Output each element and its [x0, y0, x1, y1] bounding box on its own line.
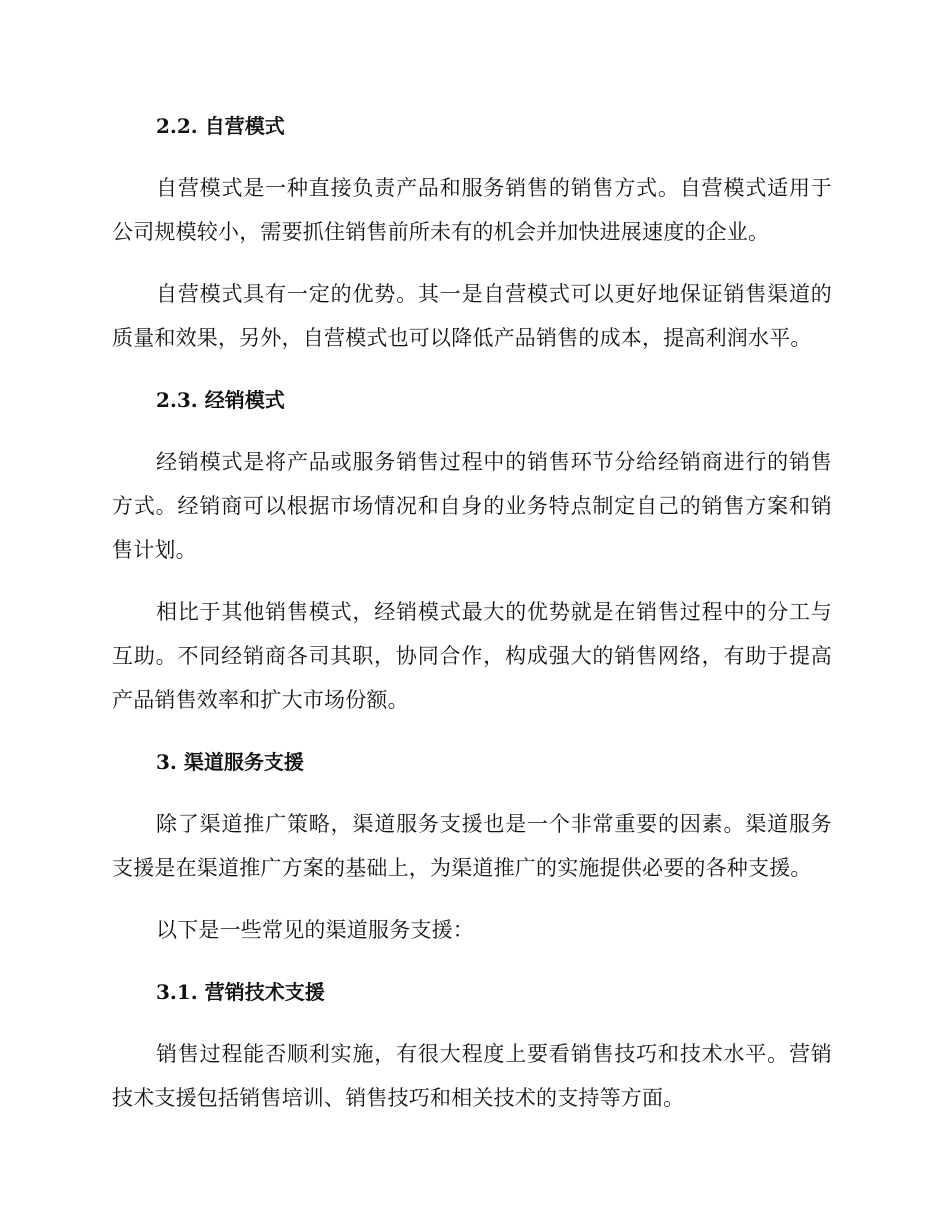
paragraph: 自营模式具有一定的优势。其一是自营模式可以更好地保证销售渠道的质量和效果，另外，自营模式也可以降低产品销售的成本，提高利润水平。	[112, 282, 832, 350]
paragraph: 经销模式是将产品或服务销售过程中的销售环节分给经销商进行的销售方式。经销商可以根据市场情况和自身的业务特点制定自己的销售方案和销售计划。	[112, 450, 832, 562]
section-heading-3: 3. 渠道服务支援	[156, 750, 304, 774]
section-heading-3-1: 3.1. 营销技术支援	[156, 980, 325, 1004]
document-page	[112, 104, 832, 1138]
section-heading-2-3: 2.3. 经销模式	[156, 388, 285, 412]
paragraph: 除了渠道推广策略，渠道服务支援也是一个非常重要的因素。渠道服务支援是在渠道推广方案的基础上，为渠道推广的实施提供必要的各种支援。	[112, 812, 832, 880]
paragraph: 以下是一些常见的渠道服务支援：	[156, 918, 474, 942]
paragraph: 销售过程能否顺利实施，有很大程度上要看销售技巧和技术水平。营销技术支援包括销售培训、销售技巧和相关技术的支持等方面。	[112, 1042, 832, 1110]
paragraph: 相比于其他销售模式，经销模式最大的优势就是在销售过程中的分工与互助。不同经销商各司其职，协同合作，构成强大的销售网络，有助于提高产品销售效率和扩大市场份额。	[112, 600, 832, 712]
paragraph: 自营模式是一种直接负责产品和服务销售的销售方式。自营模式适用于公司规模较小，需要抓住销售前所未有的机会并加快进展速度的企业。	[112, 176, 832, 244]
section-heading-2-2: 2.2. 自营模式	[156, 114, 285, 138]
